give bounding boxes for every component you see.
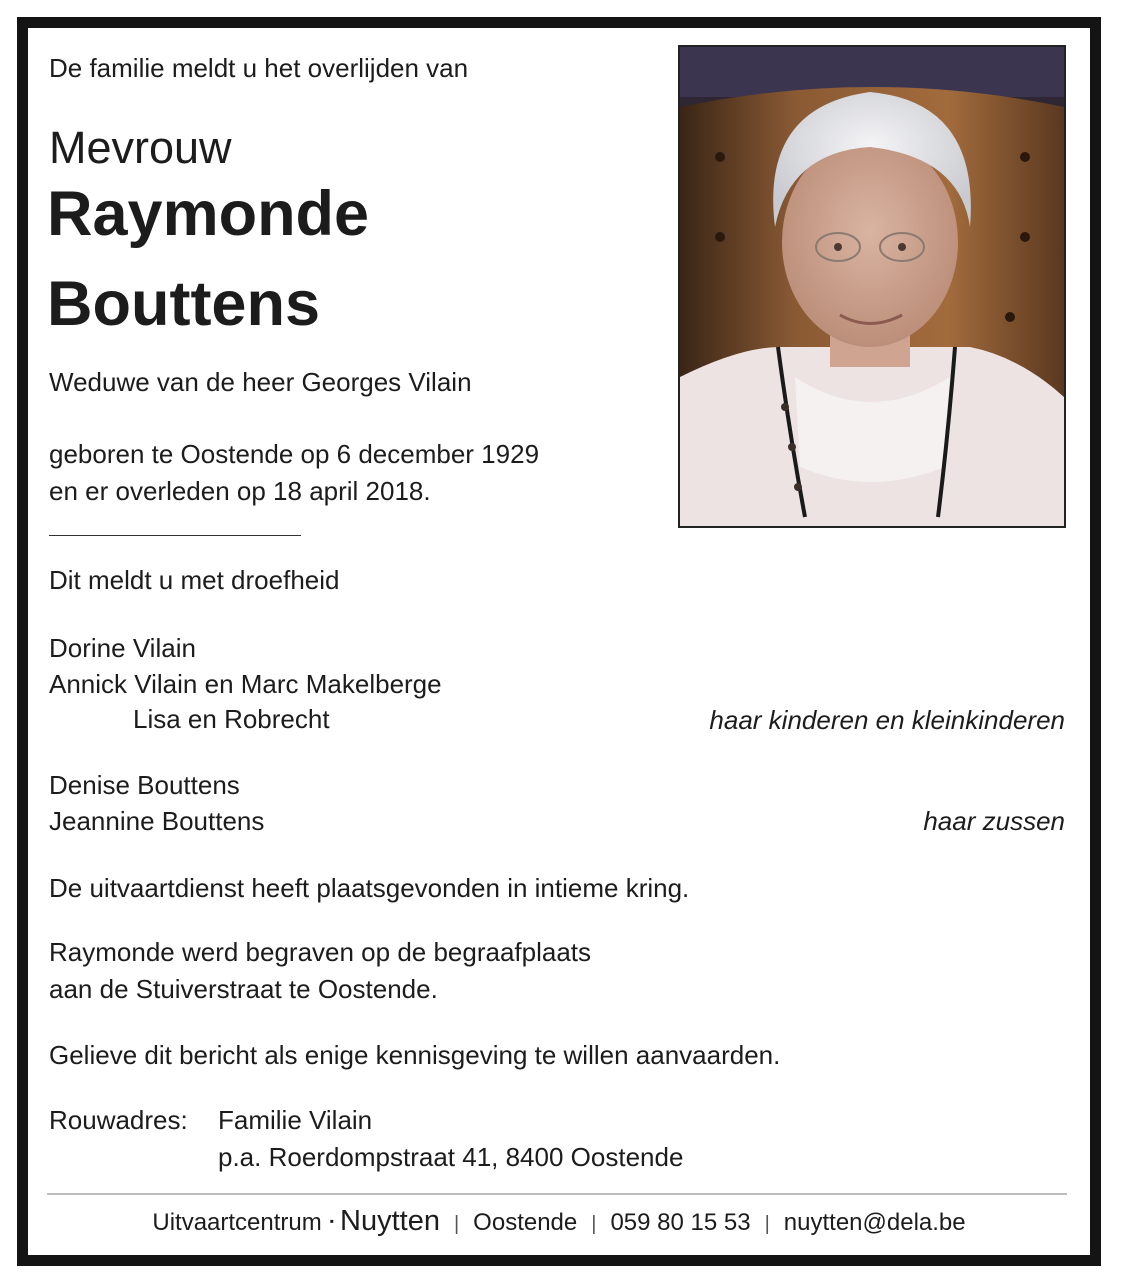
intro-line: De familie meldt u het overlijden van (49, 53, 469, 83)
deceased-last-name: Bouttens (47, 269, 320, 339)
funeral-home-footer (28, 1203, 1090, 1242)
child-line: Dorine Vilain (49, 633, 196, 663)
sister-line: Denise Bouttens (49, 770, 240, 800)
sorrow-line: Dit meldt u met droefheid (49, 565, 340, 595)
obituary-card (17, 17, 1101, 1266)
footer-separator: | (764, 1213, 770, 1235)
divider (49, 535, 301, 536)
footer-separator: | (591, 1213, 597, 1235)
footer-prefix: Uitvaartcentrum (152, 1209, 322, 1236)
footer-city: Oostende (473, 1209, 578, 1236)
footer-bullet: ▪ (329, 1214, 335, 1228)
burial-line: Raymonde werd begraven op de begraafplaats (49, 937, 592, 967)
deceased-first-name: Raymonde (47, 179, 370, 249)
service-line: De uitvaartdienst heeft plaatsgevonden in intieme kring. (49, 873, 690, 903)
birth-line: geboren te Oostende op 6 december 1929 (49, 439, 540, 469)
address-street: p.a. Roerdompstraat 41, 8400 Oostende (218, 1142, 684, 1172)
sisters-relation: haar zussen (923, 806, 1065, 836)
footer-phone: 059 80 15 53 (610, 1209, 751, 1236)
funeral-home-name: Nuytten (340, 1205, 440, 1237)
footer-email: nuytten@dela.be (783, 1209, 966, 1236)
sister-line: Jeannine Bouttens (49, 806, 265, 836)
footer-separator: | (453, 1213, 460, 1235)
address-label: Rouwadres: (49, 1105, 188, 1135)
grandchildren-line: Lisa en Robrecht (133, 704, 330, 734)
honorific: Mevrouw (49, 122, 232, 173)
notice-line: Gelieve dit bericht als enige kennisgeving te willen aanvaarden. (49, 1040, 781, 1070)
child-line: Annick Vilain en Marc Makelberge (49, 669, 442, 699)
widow-line: Weduwe van de heer Georges Vilain (49, 367, 472, 397)
children-relation: haar kinderen en kleinkinderen (709, 705, 1065, 735)
burial-line: aan de Stuiverstraat te Oostende. (49, 974, 438, 1004)
address-name: Familie Vilain (218, 1105, 373, 1135)
death-line: en er overleden op 18 april 2018. (49, 476, 431, 506)
portrait-photo (678, 45, 1066, 528)
footer-divider (47, 1193, 1067, 1195)
